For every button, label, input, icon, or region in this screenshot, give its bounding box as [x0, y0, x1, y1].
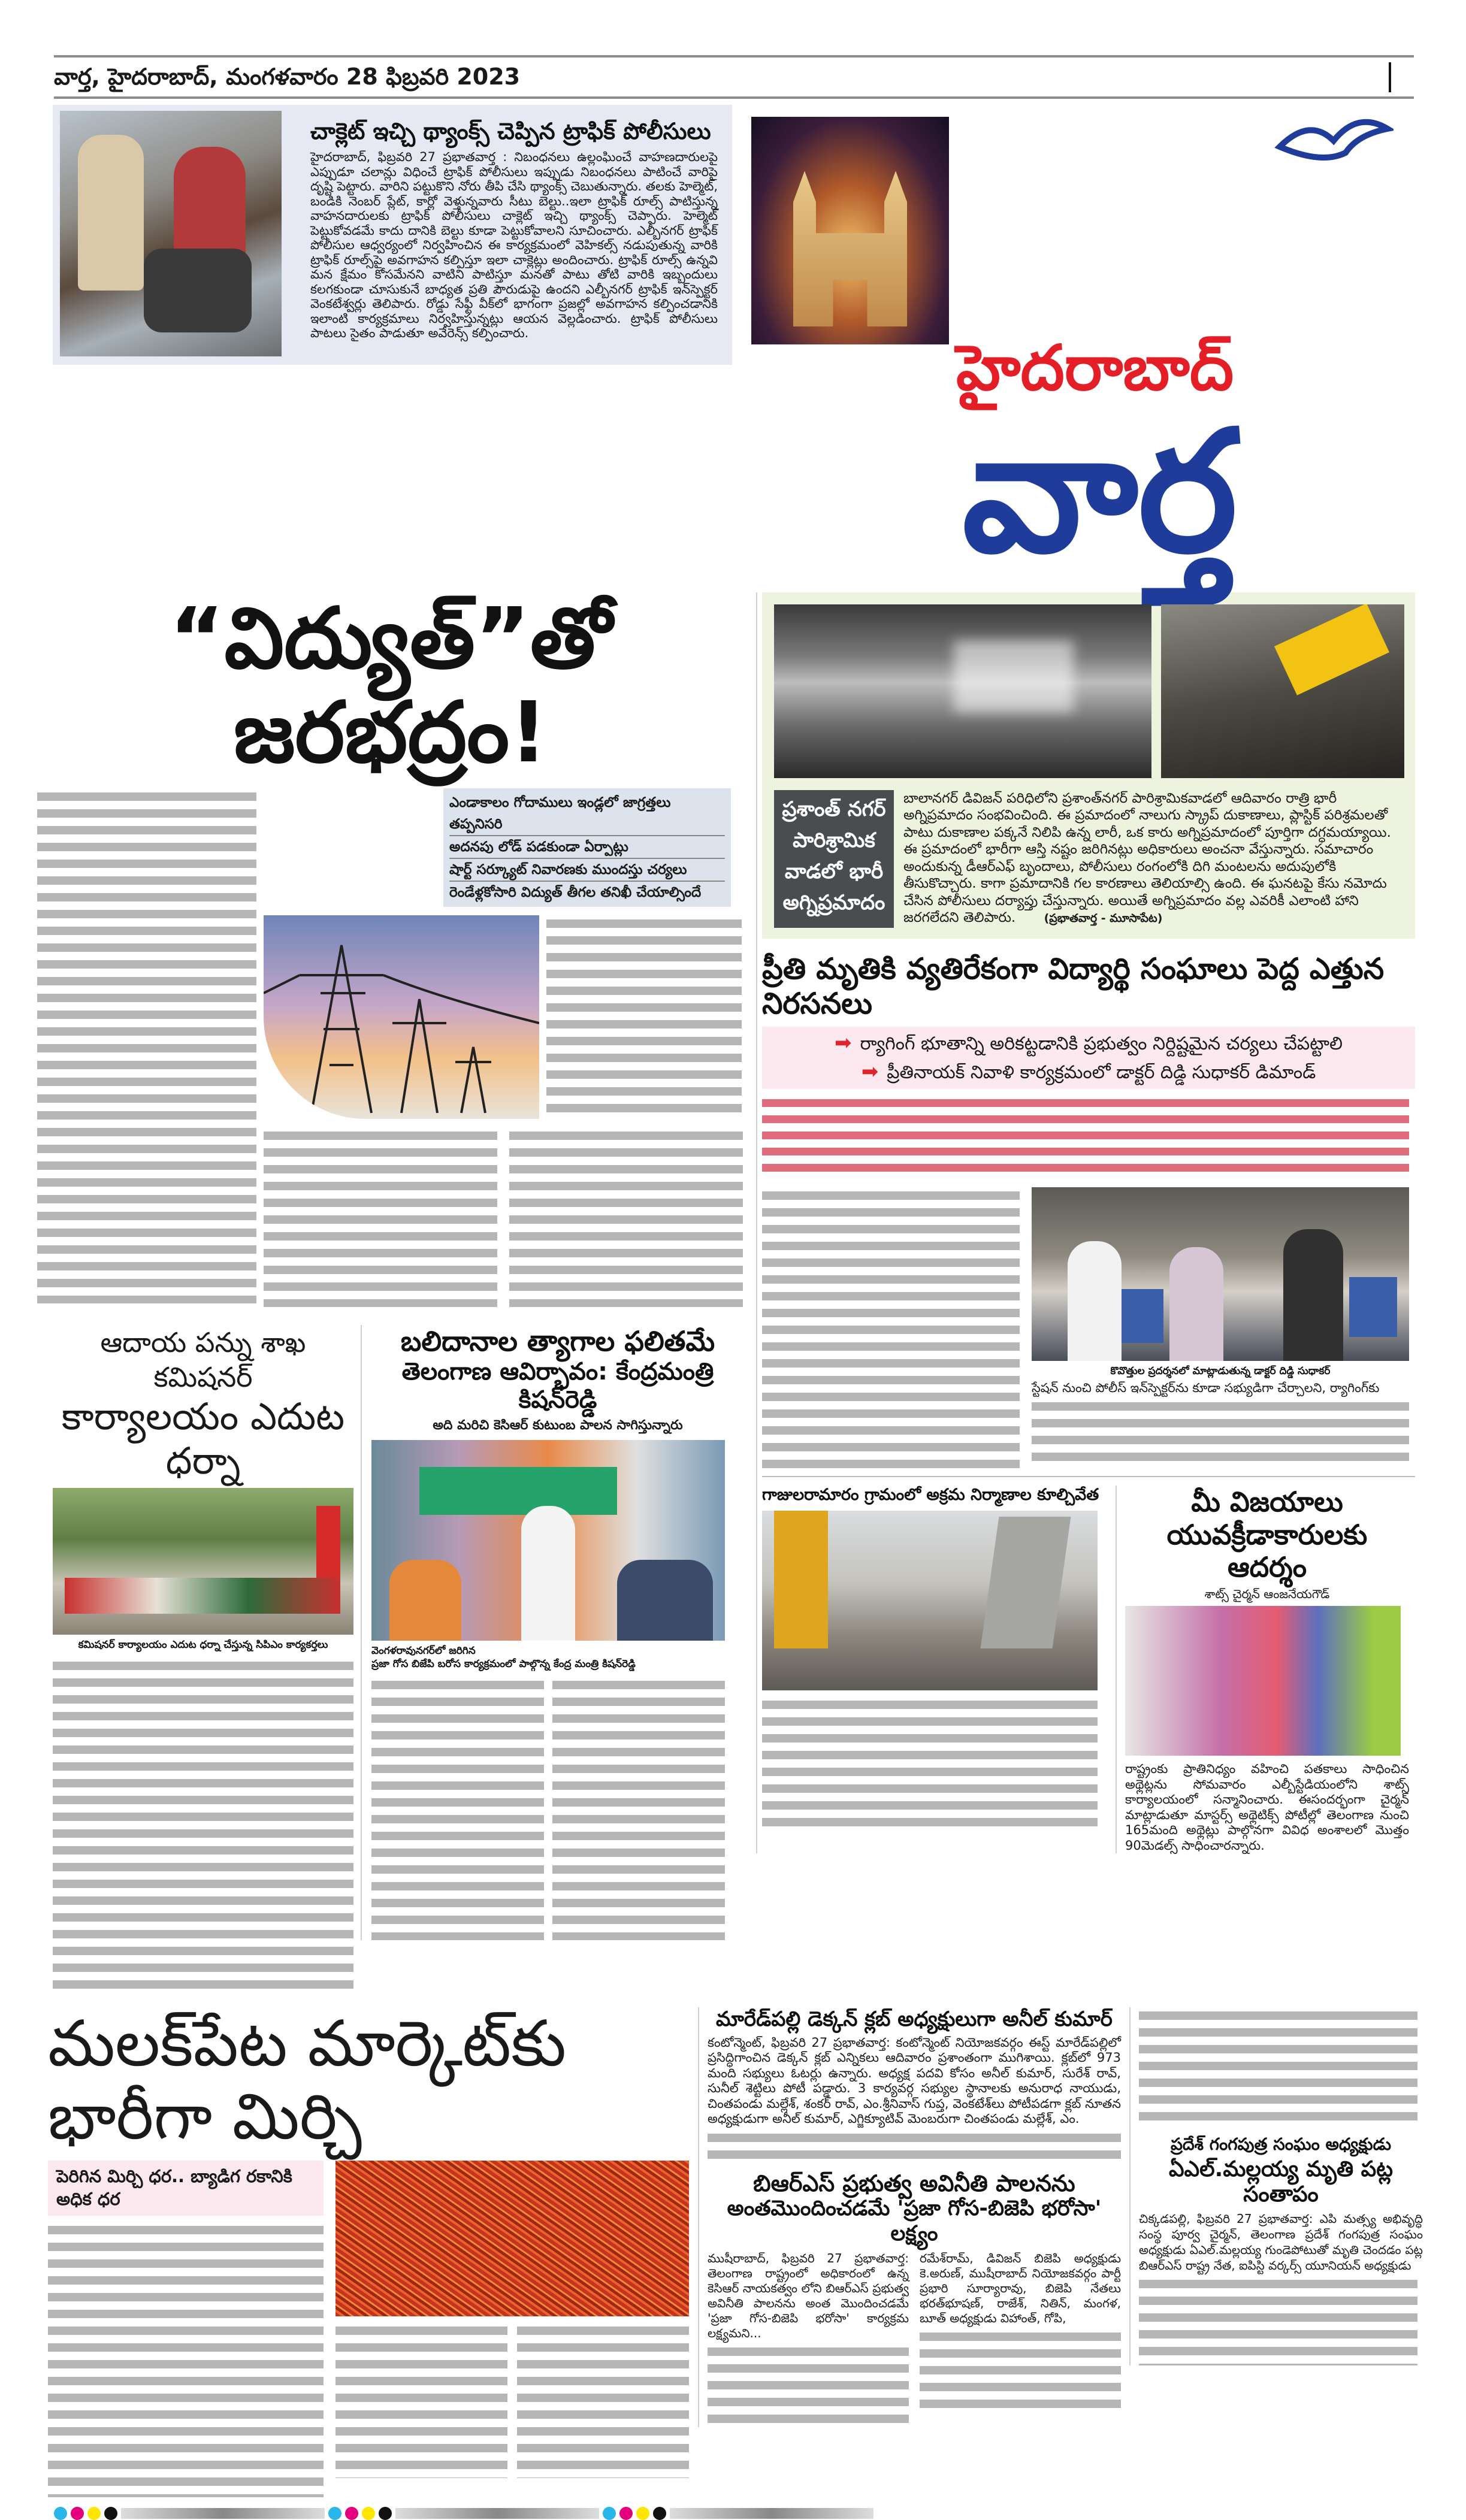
gajularamaram-story	[762, 1486, 1116, 1828]
vijayalu-body: రాష్ట్రంకు ప్రాతినిధ్యం వహించి పతకాలు సాధించిన అథ్లెట్లను సోమవారం ఎల్బీస్టేడియంలోని శాట్స్ కార్యాలయంలో సన్మానించారు. ఈసందర్భంగా చైర్మన్ మాట్లాడుతూ మాస్టర్స్ అథ్లెటిక్స్ పోటీల్లో తెలంగాణ నుంచి 165మంది అథ్లెట్లు పాల్గొనగా వివిధ అంశాలలో మొత్తం 90మెడల్స్ సాధించారన్నారు.	[1125, 1762, 1409, 1853]
preethi-bullet-text: ర్యాగింగ్ భూతాన్ని అరికట్టడానికి ప్రభుత్వం నిర్దిష్టమైన చర్యలు చేపట్టాలి	[860, 1033, 1343, 1055]
power-headline: “విద్యుత్”తో జరభద్రం!	[169, 589, 612, 782]
athletes-felicitation-photo	[1125, 1606, 1401, 1756]
registration-dot	[603, 2507, 616, 2520]
power-tower-photo	[264, 915, 539, 1119]
placard	[1349, 1277, 1397, 1337]
vijayalu-story	[1116, 1486, 1409, 1853]
gajularamaram-body	[762, 1696, 1098, 1828]
mallaiah-body: చిక్కడపల్లి, ఫిబ్రవరి 27 ప్రభాతవార్త: ఎపి మత్స్య అభివృద్ధి సంస్థ పూర్వ చైర్మన్, తెలంగాణ ప్రదేశ్ గంగపుత్ర సంఘం అధ్యక్షుడు ఏఎల్.మల్లయ్య గుండెపోటుతో మృతి చెందడం పట్ల బిఆర్ఎస్ రాష్ట్ర నేత, ఐపిస్టి వర్కర్స్ యూనియన్ అధ్యక్షుడు	[1139, 2212, 1423, 2273]
registration-dot	[362, 2507, 375, 2520]
grey-scale-strip	[395, 2508, 599, 2519]
kishan-story	[361, 1325, 744, 1940]
malakpet-body-column-1	[48, 2222, 324, 2497]
broken-wall	[981, 1517, 1071, 1648]
gajularamaram-headline: గాజులరామారం గ్రామంలో అక్రమ నిర్మాణాల కూల్చివేత	[762, 1486, 1099, 1505]
upper-left-column	[37, 589, 744, 1993]
brs-body-column-1-more	[708, 2343, 909, 2427]
kishan-headline-line1: బలిదానాల త్యాగాల ఫలితమే	[400, 1325, 715, 1358]
kishan-caption-line2: ప్రజా గోస బిజేపి బరోస కార్యక్రమంలో పాల్గొన్న కేంద్ర మంత్రి కిషన్‌రెడ్డి	[371, 1657, 636, 1670]
registration-dot	[71, 2507, 84, 2520]
power-subpoint: ఎండాకాలం గోదాములు ఇండ్లలో జాగ్రత్తలు తప్పనిసరి	[449, 792, 725, 836]
preethi-bullets-box	[762, 1027, 1415, 1089]
power-subpoint: షార్ట్ సర్క్యూట్ నివారణకు ముందస్తు చర్యలు	[449, 859, 725, 882]
person	[1283, 1229, 1343, 1361]
fire-aftermath-photo-2	[1161, 604, 1404, 778]
dove-logo-icon	[1274, 111, 1394, 165]
page-header	[54, 55, 1414, 99]
color-registration-bar	[54, 2507, 1414, 2520]
kishan-body-column-2	[552, 1677, 725, 1940]
jcb-excavator	[1274, 604, 1389, 695]
maredpally-body: కంటోన్మెంట్, ఫిబ్రవరి 27 ప్రభాతవార్త: కంటోన్మెంట్ నియోజకవర్గం ఈస్ట్ మారేడ్‌పల్లిలో ప్రసిద్ధిగాంచిన డెక్కన్ క్లబ్ ఎన్నికలు ఆదివారం ప్రశాంతంగా ముగిశాయి. క్లబ్‌లో 973 మంది సభ్యులు ఓటర్లు ఉన్నారు. అధ్యక్ష పదవి కోసం అనీల్ కుమార్, సురేశ్ రావ్, సునీల్ శెట్టిలు పోటీ పడ్డారు. 3 కార్యవర్గ సభ్యుల స్థానాలకు అనురాధ నాయుడు, చింతపండు మల్లేశ్, శంకర్ రావ్, ఎం.శ్రీనివాస్ గుప్త, వెంకటేశ్‌లు పోటీపడగా క్లబ్ నూతన అధ్యక్షుడుగా అనీల్ కుమార్, ఎగ్జిక్యూటివ్ మెంబరుగా చింతపండు మల్లేశ్, ఎం.	[708, 2035, 1121, 2126]
preethi-photo-caption: కొవొత్తుల ప్రదర్శనలో మాట్లాడుతున్న డాక్టర్ దిడ్డి సుధాకర్	[1110, 1365, 1331, 1378]
registration-dot	[345, 2507, 358, 2520]
brs-headline-line1: బిఆర్ఎస్ ప్రభుత్వ అవినీతి పాలనను	[753, 2170, 1075, 2197]
kishan-event-photo	[371, 1440, 725, 1641]
brs-body-column-1: ముషీరాబాద్, ఫిబ్రవరి 27 ప్రభాతవార్త: తెలంగాణ రాష్ట్రంలో అధికారంలో ఉన్న కెసిఆర్ నాయకత్వం లోని బిఆర్ఎస్ ప్రభుత్వ అవినీతి పాలనను అంత మొందించడమే 'ప్రజా గోస-బిజెపి భరోసా' కార్యక్రమ లక్ష్యమని...	[708, 2251, 909, 2340]
preethi-headline: ప్రీతి మృతికి వ్యతిరేకంగా విద్యార్థి సంఘాలు పెద్ద ఎత్తున నిరసనలు	[762, 951, 1385, 1021]
fire-body-text: బాలానగర్ డివిజన్ పరిధిలోని ప్రశాంత్‌నగర్ పారిశ్రామికవాడలో ఆదివారం రాత్రి భారీ అగ్నిప్రమాదం సంభవించింది. ఈ ప్రమాదంలో నాలుగు స్క్రాప్ దుకాణాలు, ప్లాస్టిక్ పరిశ్రమలతో పాటు దుకాణాల పక్కనే నిలిపి ఉన్న లారీ, ఒక కారు అగ్నిప్రమాదంలో పూర్తిగా దగ్ధమయ్యాయి. ఈ ప్రమాదంలో భారీగా ఆస్తి నష్టం జరిగినట్లు అధికారులు అంచనా వేస్తున్నారు. సమాచారం అందుకున్న డీఆర్ఎఫ్ బృందాలు, పోలీసులు రంగంలోకి దిగి మంటలను అదుపులోకి తీసుకొచ్చారు. కాగా ప్రమాదానికి గల కారణాలు తెలియాల్సి ఉంది. ఈ ఘనటపై కేసు నమోదు చేసిన పోలీసులు దర్యాప్తు చేస్తున్నారు. అయితే అగ్నిప్రమాదం వల్ల ఎవరికీ ఎలాంటి హాని జరగలేదని తెలిపారు.	[903, 790, 1391, 926]
page-marker	[1389, 62, 1391, 92]
cpim-dharna-photo	[53, 1488, 353, 1635]
kishan-caption	[371, 1644, 744, 1671]
mallaiah-headline-line1: ప్రదేశ్ గంగపుత్ర సంఘం అధ్యక్షుడు	[1170, 2134, 1392, 2155]
brs-body-column-2-more	[920, 2328, 1121, 2412]
maredpally-headline: మారేడ్‌పల్లి డెక్కన్ క్లబ్ అధ్యక్షులుగా అనీల్ కుమార్	[716, 2007, 1113, 2032]
power-subpoints-box	[443, 788, 731, 907]
registration-dot	[619, 2507, 633, 2520]
masthead-name: వార్త	[962, 394, 1238, 590]
fire-label: ప్రశాంత్ నగర్ పారిశ్రామిక వాడలో భారీ అగ్నిప్రమాదం	[774, 790, 894, 928]
kishan-caption-line1: వెంగళరావునగర్‌లో జరిగిన	[371, 1644, 476, 1657]
kishan-body-column-1	[371, 1677, 544, 1940]
registration-dot	[636, 2507, 649, 2520]
kishan-headline-line2: తెలంగాణ ఆవిర్భావం: కేంద్రమంత్రి కిషన్‌రెడ్డి	[401, 1357, 714, 1414]
grey-scale-strip	[670, 2508, 873, 2519]
power-body-column-4	[509, 1127, 743, 1307]
speaker	[521, 1506, 575, 1641]
malakpet-body-column-2	[335, 2322, 507, 2478]
date-line: వార్త, హైదరాబాద్, మంగళవారం 28 ఫిబ్రవరి 2023	[54, 63, 521, 90]
transmission-tower-icon	[264, 915, 539, 1119]
brs-headline-line2: అంతమొందించడమే 'ప్రజా గోస-బిజెపి భరోసా' లక్ష్యం	[727, 2197, 1102, 2246]
top-row	[53, 105, 1466, 590]
it-dharna-headline-line1: ఆదాయ పన్ను శాఖ కమిషనర్	[100, 1326, 306, 1394]
right-lower-column	[1129, 2007, 1423, 2365]
protest-banners	[65, 1578, 340, 1614]
seated-person	[617, 1560, 713, 1641]
person	[1169, 1247, 1223, 1361]
it-dharna-headline-line2: కార్యాలయం ఎదుట ధర్నా	[61, 1394, 345, 1483]
vijayalu-caption	[1125, 1756, 1409, 1758]
preethi-intro-red	[762, 1095, 1409, 1179]
arrow-right-icon: ➡	[861, 1060, 879, 1084]
malakpet-subhead-box	[48, 2161, 324, 2215]
malakpet-story	[48, 2007, 698, 2497]
upper-block	[37, 589, 1466, 1993]
traffic-police-photo	[60, 111, 282, 356]
power-body-column-3	[264, 1127, 497, 1307]
it-dharna-caption: కమిషనర్ కార్యాలయం ఎదుట ధర్నా చేస్తున్న సిపిఎం కార్యకర్తలు	[78, 1639, 328, 1651]
fire-story	[762, 592, 1415, 939]
registration-dot	[328, 2507, 341, 2520]
person	[1068, 1241, 1122, 1361]
registration-dot	[653, 2507, 666, 2520]
preethi-bullet-text: ప్రీతినాయక్ నివాళి కార్యక్రమంలో డాక్టర్ దిడ్డి సుధాకర్ డిమాండ్	[887, 1062, 1316, 1084]
upper-right-column	[756, 592, 1415, 1853]
masthead-city: హైదరాబాద్	[956, 331, 1234, 405]
maredpally-brs-column	[698, 2007, 1129, 2427]
vijayalu-headline-line1: మీ విజయాలు	[1191, 1486, 1343, 1518]
traffic-headline: చాక్లెట్ ఇచ్చి థ్యాంక్స్ చెప్పిన ట్రాఫిక్ పోలీసులు	[310, 118, 711, 145]
arrow-right-icon: ➡	[834, 1031, 852, 1055]
it-dharna-story	[37, 1325, 361, 1993]
police-figure	[78, 135, 144, 291]
vijayalu-body-more	[1139, 2007, 1417, 2127]
preethi-bullet	[768, 1029, 1409, 1058]
preethi-body-snippet: స్టేషన్ నుంచి పోలీస్ ఇన్‌స్పెక్టర్‌ను కూడా సభ్యుడిగా చేర్చాలని, ర్యాగింగ్‌కు	[1032, 1380, 1380, 1395]
brs-body-column-2: రమేశ్‌రామ్, డివిజన్ బిజెపి అధ్యక్షుడు కె.అరుణ్, ముషీరాబాద్ నియోజకవర్గం పార్టీ ప్రభారి సూర్యారావు, బిజెపి నేతలు భరత్‌భూషణ్, రాజేశ్, నితిన్, మంగళ, బూత్ అధ్యక్షుడు విహాంత్, గోపి,	[920, 2251, 1121, 2325]
malakpet-subhead: పెరిగిన మిర్చి ధర.. బ్యాడిగ రకానికి అధిక ధర	[56, 2166, 292, 2209]
grey-scale-strip	[121, 2508, 325, 2519]
it-dharna-body	[53, 1657, 353, 1993]
mallaiah-body-more	[1139, 2276, 1417, 2365]
charminar-silhouette	[793, 171, 907, 326]
malakpet-headline: మలక్‌పేట మార్కెట్‌కు భారీగా మిర్చి	[48, 2007, 567, 2154]
traffic-story	[53, 105, 732, 365]
excavator-arm	[774, 1511, 828, 1648]
registration-dot	[104, 2507, 117, 2520]
gajularamaram-vijayalu-row	[762, 1486, 1415, 1853]
traffic-body: హైదరాబాద్, ఫిబ్రవరి 27 ప్రభాతవార్త : నిబంధనలు ఉల్లంఘించే వాహణదారులపై ఎప్పుడూ చలాన్లు విధించే ట్రాఫిక్ పోలీసులు ఇప్పుడు నిబంధనలు పాటించే వారిపై దృష్టి పెట్టారు. వారిని పట్టుకొని నోరు తీపి చేసి థ్యాంక్స్ చెబుతున్నారు. తలకు హెల్మెట్, బండికి నెంబర్ ప్లేట్, కార్లో వెళ్తున్నవారు సీటు బెల్టు..ఇలా ట్రాఫిక్ రూల్స్ పాటిస్తున్న వాహనదారులకు ట్రాఫిక్ పోలీసులు చాక్లెట్ ఇచ్చి థ్యాంక్స్ చెప్పారు. హెల్మెట్ పెట్టుకోవడమే కాదు దానికి బెల్టు కూడా పెట్టుకోవాలని సూచించారు. ఎల్బీనగర్ ట్రాఫిక్ పోలీసుల ఆధ్వర్యంలో నిర్వహించిన ఈ కార్యక్రమంలో వెహికల్స్ నడుపుతున్న వారికి ట్రాఫిక్ రూల్స్‌పై అవగాహన కల్పిస్తూ ఇలా చాక్లెట్లు అందించారు. ట్రాఫిక్ రూల్స్ ఉన్నవి మన క్షేమం కోసమేనని వాటిని పాటిస్తూ మనతో పాటు తోటి వారికి ఇబ్బందులు కలగకుండా చూసుకునే బాధ్యత ప్రతి పౌరుడుపై ఉందని ఎల్బీనగర్ ట్రాఫిక్ ఇన్‌స్పెక్టర్ వెంకటేశ్వర్లు తెలిపారు. రోడ్డు సేఫ్టీ వీక్‌లో భాగంగా ప్రజల్లో అవగాహన కల్పించడానికి ఇలాంటి కార్యక్రమాలు నిర్వహిస్తున్నట్లు ఆయన వెల్లడించారు. ట్రాఫిక్ పోలీసులు పాటలు సైతం పాడుతూ అవేరెన్స్ కల్పించారు.	[310, 150, 718, 341]
seated-person	[389, 1560, 461, 1641]
demolition-photo	[762, 1511, 1098, 1690]
registration-dot	[379, 2507, 392, 2520]
water-spray	[954, 640, 1074, 712]
fire-credit: (ప్రభాతవార్త - మూసాపేట)	[1044, 912, 1163, 925]
mallaiah-headline-line2: ఏఎల్.మల్లయ్య మృతి పట్ల సంతాపం	[1168, 2156, 1394, 2207]
power-body-column-1	[37, 788, 256, 1303]
vijayalu-subhead: శాట్స్ చైర్మన్ ఆంజనేయగౌడ్	[1204, 1587, 1330, 1602]
motorbike	[144, 249, 252, 332]
vijayalu-headline-line2: యువక్రీడాకారులకు ఆదర్శం	[1166, 1518, 1368, 1583]
charminar-photo	[751, 117, 949, 344]
fire-aftermath-photo-1	[774, 604, 1151, 778]
red-chilli-photo	[335, 2161, 689, 2316]
maredpally-body-more	[708, 2129, 1121, 2163]
preethi-body-column-2	[1032, 1398, 1409, 1464]
preethi-bullet	[768, 1058, 1409, 1087]
kishan-subhead: అది మరిచి కెసిఆర్ కుటుంబ పాలన సాగిస్తున్నారు	[433, 1418, 683, 1433]
power-subpoint: రెండేళ్లకోసారి విద్యుత్ తీగల తనిఖీ చేయాల్సిందే	[449, 885, 702, 901]
masthead	[746, 105, 1417, 590]
registration-dot	[87, 2507, 101, 2520]
candle-protest-photo	[1032, 1187, 1409, 1361]
fire-body	[903, 790, 1403, 928]
power-story-body	[37, 788, 744, 1307]
lower-block	[48, 2007, 1466, 2497]
placard	[1122, 1289, 1163, 1343]
header-bottom-rule	[54, 96, 1414, 99]
red-flag	[316, 1506, 340, 1578]
malakpet-body-column-3	[517, 2322, 689, 2478]
power-subpoint: అదనపు లోడ్ పడకుండా ఏర్పాట్లు	[449, 836, 725, 859]
stage-banner	[419, 1467, 617, 1515]
section-divider	[762, 1476, 1415, 1477]
preethi-body-column-1	[762, 1187, 1020, 1469]
registration-dot	[54, 2507, 67, 2520]
power-body-column-2	[546, 915, 742, 1119]
middle-left-row	[37, 1325, 744, 1993]
